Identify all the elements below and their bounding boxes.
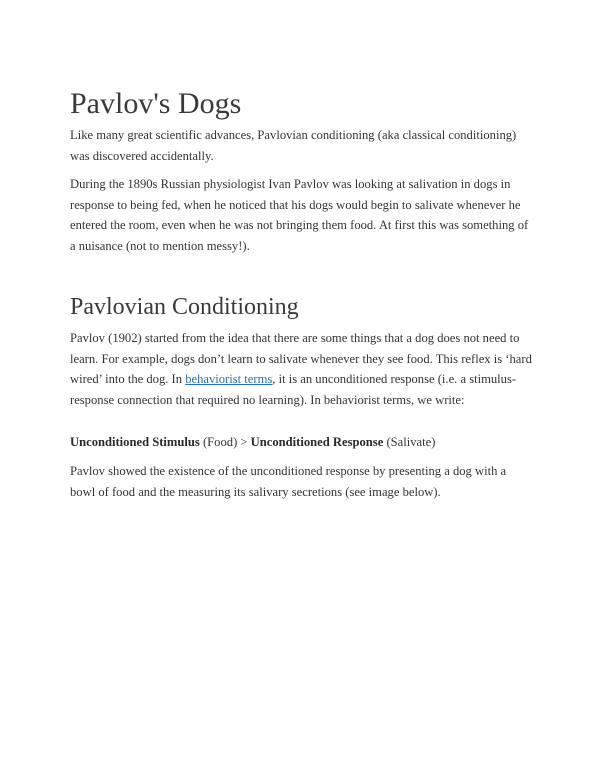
behaviorist-terms-link[interactable]: behaviorist terms <box>185 372 273 386</box>
page-title: Pavlov's Dogs <box>70 87 242 120</box>
unconditioned-stimulus-term: Unconditioned Stimulus <box>70 435 200 449</box>
stimulus-example: (Food) > <box>199 435 251 449</box>
conditioning-paragraph <box>70 328 532 410</box>
paragraph-text-before-link: Pavlov (1902) started from the idea that there are some things that a dog does not need to learn. For example, dogs don’t learn to salivate whenever they see food. This reflex is ‘hard wired’ into the dog. In <box>70 331 532 386</box>
section-heading: Pavlovian Conditioning <box>70 294 299 320</box>
closing-paragraph: Pavlov showed the existence of the unconditioned response by presenting a dog with a bowl of food and the measuring its salivary secretions (see image below). <box>70 464 507 499</box>
history-paragraph: During the 1890s Russian physiologist Ivan Pavlov was looking at salivation in dogs in response to being fed, when he noticed that his dogs would begin to salivate whenever he entered the room, even when he was not bringing them food. At first this was something of a nuisance (not to mention messy!). <box>70 177 529 253</box>
intro-paragraph: Like many great scientific advances, Pavlovian conditioning (aka classical conditioning) was discovered accidentally. <box>70 128 517 163</box>
response-example: (Salivate) <box>383 435 436 449</box>
formula-line <box>70 432 532 453</box>
unconditioned-response-term: Unconditioned Response <box>250 435 384 449</box>
paragraph-text-after-link: , it is an unconditioned response (i.e. a stimulus-response connection that required no learning). In behaviorist terms, we write: <box>70 372 517 407</box>
